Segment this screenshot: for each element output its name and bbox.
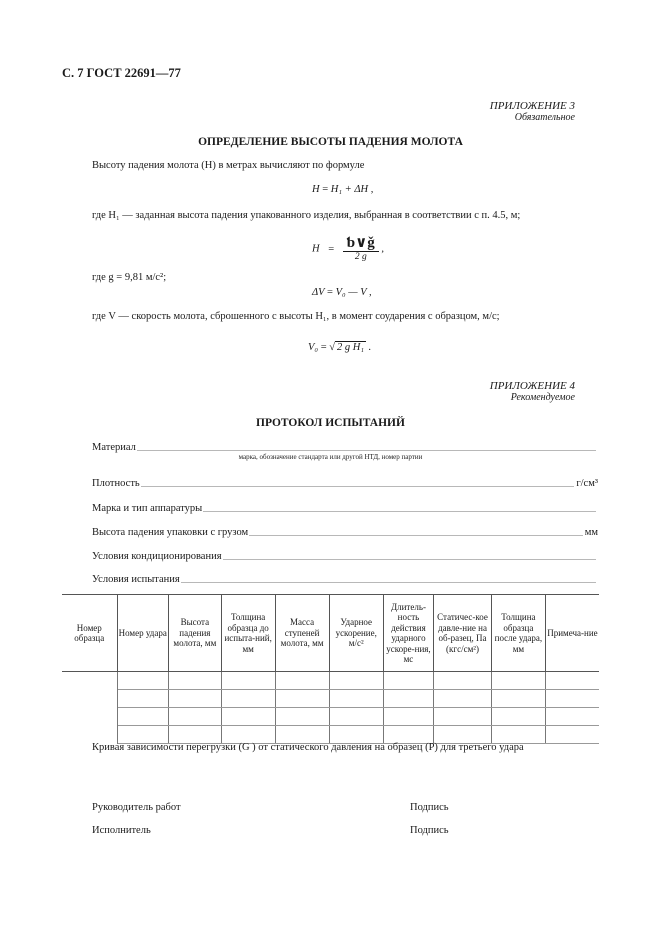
table-row — [62, 726, 599, 744]
col-impact-number: Номер удара — [117, 595, 168, 672]
intro-text: Высоту падения молота (H) в метрах вычисляют по формуле — [92, 160, 365, 171]
formula-2: H = $\frac{ƅ\vee ǧ}{2 g}$ , — [312, 235, 385, 262]
appendix-3-status: Обязательное — [514, 112, 575, 123]
where-h1-text: где H₁ — заданная высота падения упакованного изделия, выбранная в соответствии с п. 4.5, м; — [92, 210, 521, 221]
material-hint: марка, обозначение стандарта или другой НТД, номер партии — [238, 453, 423, 461]
table-row — [62, 708, 599, 726]
drop-height-field[interactable]: Высота падения упаковки с грузом мм — [92, 527, 598, 538]
manager-label: Руководитель работ — [92, 802, 181, 813]
appendix-4-block — [490, 380, 575, 404]
col-thickness-before: Толщина образца до испыта-ний, мм — [221, 595, 275, 672]
test-conditions-field[interactable]: Условия испытания — [92, 572, 598, 585]
appendix-4-title: ПРОТОКОЛ ИСПЫТАНИЙ — [256, 417, 405, 429]
appendix-3-block — [490, 100, 575, 124]
formula-4: V₀ = √ 2 g H₁ . — [308, 342, 372, 353]
table-header-row — [62, 595, 599, 672]
executor-signature: Подпись — [410, 825, 449, 836]
table-row — [62, 672, 599, 690]
manager-signature: Подпись — [410, 802, 449, 813]
conditioning-field[interactable]: Условия кондиционирования — [92, 549, 598, 562]
col-sample-number: Номер образца — [62, 595, 117, 672]
apparatus-field[interactable]: Марка и тип аппаратуры — [92, 501, 598, 514]
col-acceleration-duration: Длитель-ность действия ударного ускоре-ния, мс — [383, 595, 433, 672]
col-impact-acceleration: Ударное ускорение, м/с² — [329, 595, 383, 672]
formula-1: H = H₁ + ΔH , — [312, 184, 374, 195]
col-static-pressure: Статичес-кое давле-ние на об-разец, Па (кгс/см²) — [434, 595, 492, 672]
col-note: Примеча-ние — [545, 595, 599, 672]
appendix-3-label: ПРИЛОЖЕНИЕ 3 — [489, 100, 575, 112]
executor-label: Исполнитель — [92, 825, 151, 836]
density-field[interactable]: Плотность г/см³ — [92, 478, 598, 489]
appendix-4-label: ПРИЛОЖЕНИЕ 4 — [489, 380, 575, 392]
appendix-3-title: ОПРЕДЕЛЕНИЕ ВЫСОТЫ ПАДЕНИЯ МОЛОТА — [198, 136, 463, 148]
material-field[interactable]: Материал — [92, 440, 598, 453]
protocol-table — [62, 594, 599, 744]
col-drop-height: Высота падения молота, мм — [168, 595, 221, 672]
col-thickness-after: Толщина образца после удара, мм — [491, 595, 545, 672]
curve-caption: Кривая зависимости перегрузки (G ) от статического давления на образец (P) для третьего удара — [92, 742, 524, 753]
where-g-text: где g = 9,81 м/с²; — [92, 272, 167, 283]
appendix-4-status: Рекомендуемое — [510, 392, 575, 403]
col-hammer-mass: Масса ступеней молота, мм — [275, 595, 329, 672]
page-header: С. 7 ГОСТ 22691—77 — [62, 66, 181, 80]
where-v-text: где V — скорость молота, сброшенного с высоты H₁, в момент соударения с образцом, м/с; — [92, 311, 500, 322]
formula-3: ΔV = V₀ — V , — [312, 287, 372, 298]
table-row — [62, 690, 599, 708]
